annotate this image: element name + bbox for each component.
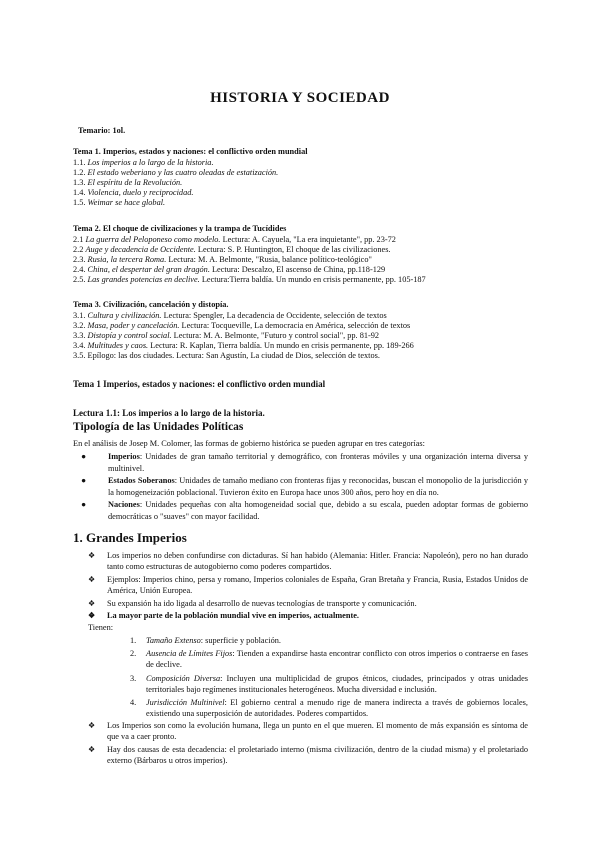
final-item: ❖ Hay dos causas de esta decadencia: el proletariado interno (misma civilización, dentro de la ciudad misma) y el proletariado externo (Bárbaros u otros imperios). <box>88 745 528 765</box>
diamond-bullet-icon: ❖ <box>88 745 96 754</box>
grandes-item: ❖ Su expansión ha ido ligada al desarrollo de nuevas tecnologías de transporte y comunicación. <box>88 599 417 608</box>
tema3-item: 3.1. Cultura y civilización. Lectura: Spengler, La decadencia de Occidente, selección de textos <box>73 311 387 320</box>
tipologia-item: ● Imperios: Unidades de gran tamaño territorial y demográfico, con fronteras móviles y una organización interna diversa y multinivel. <box>81 452 528 473</box>
tema3-item: 3.4. Multitudes y caos. Lectura: R. Kaplan, Tierra baldía. Un mundo en crisis permanente, pp. 189-266 <box>73 341 414 350</box>
temario-label: Temario: 1ol. <box>78 126 126 135</box>
tipologia-title: Tipología de las Unidades Políticas <box>73 421 244 433</box>
tema1-item: 1.2. El estado weberiano y las cuatro oleadas de estatización. <box>73 168 279 177</box>
tema3-item: 3.2. Masa, poder y cancelación. Lectura: Tocqueville, La democracia en América, selección de textos <box>73 321 411 330</box>
tema2-item: 2.2 Auge y decadencia de Occidente. Lectura: S. P. Huntington, El choque de las civilizaciones. <box>73 245 391 254</box>
grandes-imperios-title: 1. Grandes Imperios <box>73 530 187 545</box>
tipologia-item: ● Estados Soberanos: Unidades de tamaño mediano con fronteras fijas y reconocidas, buscan el monopolio de la jurisdicción y la homogeneización poblacional. Tuvieron éxito en Europa hace unos 300 años, pero hoy en día no. <box>81 476 528 497</box>
diamond-bullet-icon: ❖ <box>88 721 96 730</box>
tema2-item: 2.5. Las grandes potencias en declive. Lectura:Tierra baldía. Un mundo en crisis permanente, pp. 105-187 <box>73 275 426 284</box>
tienen-label: Tienen: <box>88 623 114 632</box>
tema2-heading: Tema 2. El choque de civilizaciones y la trampa de Tucídides <box>73 224 287 233</box>
tema1-item: 1.3. El espíritu de la Revolución. <box>73 178 183 187</box>
bullet-dot-icon: ● <box>81 500 87 509</box>
grandes-item: ❖ La mayor parte de la población mundial vive en imperios, actualmente. <box>88 611 359 620</box>
caracteristica-item: 4. Jurisdicción Multinivel: El gobierno central a menudo rige de manera indirecta a través de gobiernos locales, existiendo una superposición de autoridades. Poderes compartidos. <box>130 698 528 718</box>
tema3-item: 3.5. Epílogo: las dos ciudades. Lectura: San Agustín, La ciudad de Dios, selección de textos. <box>73 351 380 360</box>
tema2-item: 2.3. Rusia, la tercera Roma. Lectura: M. A. Belmonte, "Rusia, balance político-teológico" <box>73 255 372 264</box>
document-title: HISTORIA Y SOCIEDAD <box>210 90 390 106</box>
intro-paragraph: En el análisis de Josep M. Colomer, las formas de gobierno histórica se pueden agrupar en tres categorías: <box>73 439 425 448</box>
tema1-item: 1.4. Violencia, duelo y reciprocidad. <box>73 188 194 197</box>
bullet-dot-icon: ● <box>81 452 87 461</box>
tema1-item: 1.1. Los imperios a lo largo de la historia. <box>73 158 214 167</box>
bullet-dot-icon: ● <box>81 476 87 485</box>
diamond-bullet-icon: ❖ <box>88 599 96 608</box>
final-item: ❖ Los Imperios son como la evolución humana, llega un punto en el que mueren. El momento de más expansión es síntoma de que va a caer pronto. <box>88 721 528 741</box>
tema1-heading: Tema 1. Imperios, estados y naciones: el conflictivo orden mundial <box>73 147 308 156</box>
caracteristica-item: 3. Composición Diversa: Incluyen una multiplicidad de grupos étnicos, ciudades, principados y otras unidades territoriales bajo regímenes institucionales heterogéneos. Mucha diversidad e inclusión. <box>130 674 528 694</box>
grandes-item: ❖ Ejemplos: Imperios chino, persa y romano, Imperios coloniales de España, Gran Bretaña y Francia, Rusia, Estados Unidos de América, Unión Europea. <box>88 575 528 595</box>
tema1-item: 1.5. Weimar se hace global. <box>73 198 166 207</box>
diamond-bullet-icon: ❖ <box>88 551 96 560</box>
diamond-bullet-icon: ❖ <box>88 611 96 620</box>
lectura-heading: Lectura 1.1: Los imperios a lo largo de la historia. <box>73 408 265 418</box>
grandes-item: ❖ Los imperios no deben confundirse con dictaduras. Sí han habido (Alemania: Hitler. Francia: Napoleón), pero no han durado tanto como estructuras de autogobierno como poderes compartidos. <box>88 551 528 571</box>
diamond-bullet-icon: ❖ <box>88 575 96 584</box>
tema2-item: 2.1 La guerra del Peloponeso como modelo. Lectura: A. Cayuela, "La era inquietante", pp. 23-72 <box>73 235 396 244</box>
tema3-item: 3.3. Distopía y control social. Lectura: M. A. Belmonte, "Futuro y control social", pp. 81-92 <box>73 331 380 340</box>
tema3-heading: Tema 3. Civilización, cancelación y distopía. <box>73 300 229 309</box>
caracteristica-item: 2. Ausencia de Límites Fijos: Tienden a expandirse hasta encontrar conflicto con otros imperios o contraerse en fases de declive. <box>130 649 528 669</box>
caracteristica-item: 1. Tamaño Extenso: superficie y población. <box>130 636 281 645</box>
tema2-item: 2.4. China, el despertar del gran dragón. Lectura: Descalzo, El ascenso de China, pp.118-129 <box>73 265 386 274</box>
tipologia-item: ● Naciones: Unidades pequeñas con alta homogeneidad social que, debido a su escala, pueden adoptar formas de gobierno democráticas o "suaves" con mayor facilidad. <box>81 500 528 521</box>
tema1-section-heading: Tema 1 Imperios, estados y naciones: el conflictivo orden mundial <box>73 379 326 389</box>
